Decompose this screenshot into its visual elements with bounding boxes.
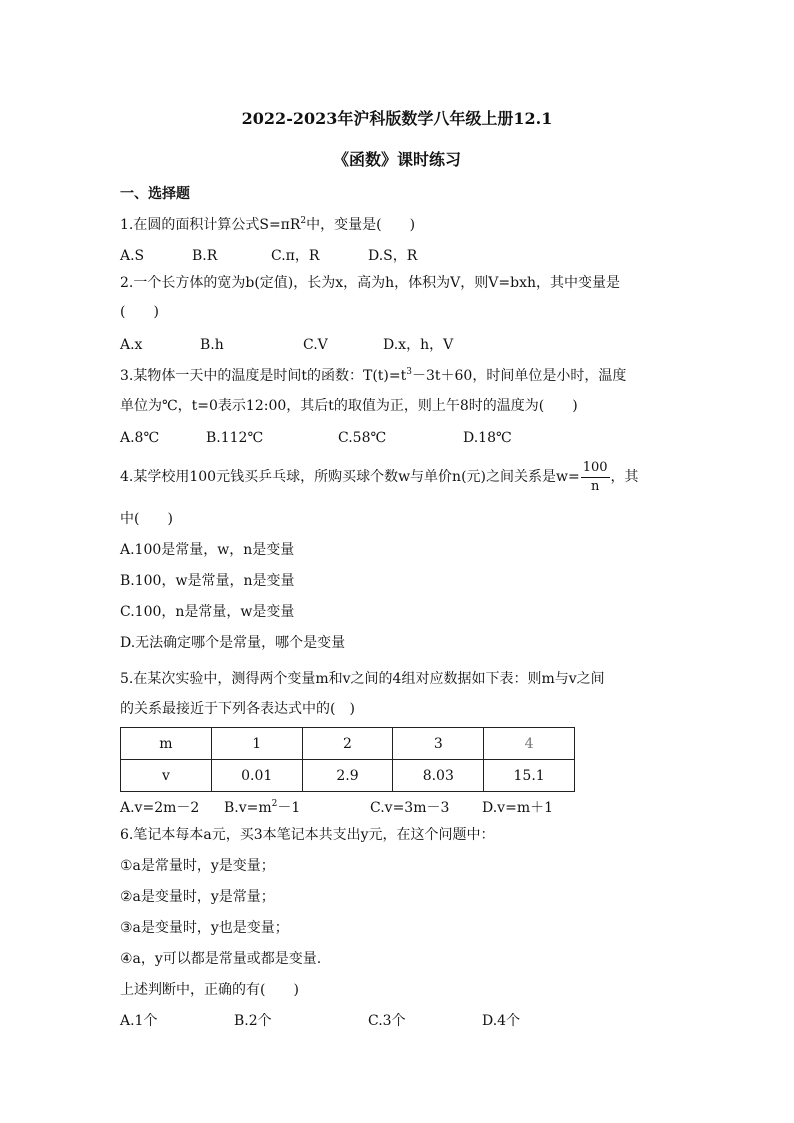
q3-stem-part-a: 3.某物体一天中的温度是时间t的函数：T(t)=t [120,368,407,384]
q1-option-d[interactable]: D.S，R [368,248,418,264]
q5-stem-continued: 的关系最接近于下列各表达式中的( ) [120,701,355,717]
q4-stem [120,457,639,497]
q4-fraction-numerator: 100 [581,459,610,478]
table-cell: 0.01 [211,760,302,792]
q6-statement-4: ④a，y可以都是常量或都是变量. [120,951,322,967]
table-cell: m [121,728,212,760]
table-cell: 1 [211,728,302,760]
q6-stem-continued: 上述判断中，正确的有( ) [120,982,299,998]
q3-stem [120,366,626,386]
q6-option-a[interactable]: A.1个 [120,1013,158,1029]
q3-option-a[interactable]: A.8℃ [120,430,160,446]
q1-option-b[interactable]: B.R [192,248,218,264]
q3-stem-superscript: 3 [406,367,412,377]
q6-option-c[interactable]: C.3个 [368,1013,406,1029]
q6-statement-2: ②a是变量时，y是常量； [120,889,275,905]
q6-stem: 6.笔记本每本a元，买3本笔记本共支出y元，在这个问题中： [120,827,495,843]
q2-stem-continued: ( ) [120,304,159,320]
q1-stem-superscript: 2 [300,216,307,226]
q5-option-b-part-b: －1 [277,800,301,816]
q2-option-d[interactable]: D.x，h，V [383,337,454,353]
q2-option-c[interactable]: C.V [303,337,328,353]
q6-statement-3: ③a是变量时，y也是变量； [120,920,289,936]
q3-stem-part-b: －3t＋60，时间单位是小时，温度 [411,368,627,384]
section-heading: 一、选择题 [120,186,190,202]
q4-fraction-denominator: n [590,478,600,494]
q4-fraction [581,459,610,496]
q2-option-b[interactable]: B.h [200,337,224,353]
table-row-m [121,728,575,760]
q4-option-c[interactable]: C.100，n是常量，w是变量 [120,604,295,620]
q6-option-d[interactable]: D.4个 [482,1013,521,1029]
q1-option-c[interactable]: C.π，R [271,248,320,264]
q3-option-b[interactable]: B.112℃ [206,430,264,446]
table-cell: 2 [302,728,393,760]
q2-stem: 2.一个长方体的宽为b(定值)，长为x，高为h，体积为V，则V=bxh，其中变量是 [120,275,620,291]
q6-option-b[interactable]: B.2个 [234,1013,272,1029]
table-cell: v [121,760,212,792]
table-cell: 4 [484,728,575,760]
q4-stem-part-a: 4.某学校用100元钱买乒乓球，所购买球个数w与单价n(元)之间关系是w= [120,469,580,485]
q5-data-table [120,727,575,792]
q3-option-d[interactable]: D.18℃ [463,430,512,446]
q4-option-a[interactable]: A.100是常量，w，n是变量 [120,542,295,558]
q5-option-a[interactable]: A.v=2m－2 [120,800,200,816]
table-row-v [121,760,575,792]
q5-option-b-superscript: 2 [271,799,278,809]
title-line-1: 2022-2023年沪科版数学八年级上册12.1 [241,109,553,128]
q4-stem-continued: 中( ) [120,511,173,527]
title-line-2: 《函数》课时练习 [332,150,461,169]
table-cell: 2.9 [302,760,393,792]
q5-option-c[interactable]: C.v=3m－3 [370,800,450,816]
q3-option-c[interactable]: C.58℃ [338,430,387,446]
q2-option-a[interactable]: A.x [120,337,143,353]
table-cell: 3 [393,728,484,760]
q1-option-a[interactable]: A.S [120,248,145,264]
q1-stem [120,215,415,235]
q4-option-b[interactable]: B.100，w是常量，n是变量 [120,573,295,589]
q1-stem-part-a: 1.在圆的面积计算公式S=πR [120,217,301,233]
q4-stem-part-b: ，其 [610,469,639,485]
q5-option-b[interactable] [224,798,300,818]
q1-stem-part-b: 中，变量是( ) [306,217,416,233]
table-cell: 8.03 [393,760,484,792]
q5-stem: 5.在某次实验中，测得两个变量m和v之间的4组对应数据如下表：则m与v之间 [120,671,605,687]
q5-option-d[interactable]: D.v=m＋1 [482,800,553,816]
q5-option-b-part-a: B.v=m [224,800,272,816]
q3-stem-continued: 单位为℃，t=0表示12:00，其后t的取值为正，则上午8时的温度为( ) [120,398,578,414]
q6-statement-1: ①a是常量时，y是变量； [120,858,275,874]
table-cell: 15.1 [484,760,575,792]
q4-option-d[interactable]: D.无法确定哪个是常量，哪个是变量 [120,635,346,651]
